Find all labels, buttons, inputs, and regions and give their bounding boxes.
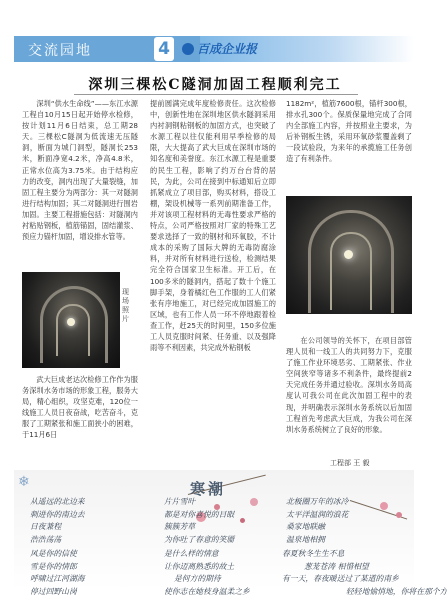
poem-stanza-a xyxy=(30,496,85,546)
section-title: 交流园地 xyxy=(28,40,92,60)
tunnel-light xyxy=(344,250,353,259)
poem-line: 使你志在她枝身温柔之乡 xyxy=(164,586,250,598)
tunnel-light xyxy=(67,318,75,326)
poem-line: 太平洋温润的浪花 xyxy=(286,509,348,522)
logo-text: 百成企业报 xyxy=(197,42,257,56)
poem-line: 簇簇芳草 xyxy=(164,521,234,534)
newspaper-logo xyxy=(182,40,257,57)
page-number: 4 xyxy=(154,37,174,61)
article-column-3b xyxy=(286,335,412,455)
plum-blossom-icon xyxy=(250,498,258,506)
poem-line: 温泉地相拥 xyxy=(286,534,348,547)
poem-line: 是何方的期待 xyxy=(164,573,250,586)
poem-line: 春夏秋冬生生不息 xyxy=(282,548,447,561)
article-column-2 xyxy=(150,98,276,468)
poem-line: 轻轻地愉悄地，你将在那个方 xyxy=(282,586,447,598)
poem-line: 风是你的信使 xyxy=(30,548,85,561)
poem-stanza-e xyxy=(164,548,250,598)
article-paragraph: 在公司领导的关怀下，在项目部管理人员和一线工人的共同努力下，克服了施工作业环境恶劣、工期紧张、作业空间狭窄等诸多不利条件，最终提前2天完成任务并通过验收。深圳水务局高度认可我公司在此次加固工程中的表现，并明确表示深圳水务系统以后加固工程首先考虑武大巨成，为我公司在深圳水务系统树立了良好的形象。 xyxy=(286,335,412,435)
article-paragraph: 1182m²，植筋7600根，锚杆300根，排水孔300个。保质保量地完成了合同内全部施工内容，并按照业主要求，为后补钢板生锈，采用环氧砂浆覆盖剩了一段试验段，为来年的承揽施工任务创造了有利条件。 xyxy=(286,98,412,165)
article-column-3 xyxy=(286,98,412,194)
article-byline: 工程部 王 毅 xyxy=(330,458,369,468)
article-column-1 xyxy=(22,98,138,268)
poem-title: 寒潮 xyxy=(190,478,226,499)
tunnel-photo-1 xyxy=(22,272,120,368)
page-header xyxy=(14,36,414,62)
poem-line: 停过回野山岗 xyxy=(30,586,85,598)
plum-blossom-icon xyxy=(240,518,245,523)
poem-line: 有一天，春夜暖送过了某道的南乡 xyxy=(282,573,447,586)
tunnel-arch-inner xyxy=(56,304,90,356)
poem-line: 都是对你喜悦的目眼 xyxy=(164,509,234,522)
poem-line: 雪是你的情郎 xyxy=(30,561,85,574)
article-paragraph: 提前圆满完成年度检修责任。这次检修中，创新性地在深圳地区供水隧洞采用内衬洞钢粘钢板的加固方式，也突破了水源工程以往仅能利用早季检修的局限，大大提高了武大巨成在深圳市场的知名度和美誉度。东江水源工程是重要的民生工程，影响了约万台台背的居民，为此，公司在接到中标通知后立即抓紧成立了项目部，购买材料，搭设工棚，架设机械等一系列前期准备工作，并对该项工程材料的无毒性要求严格的特点，公司严格按照对厂家的特殊工艺要求选择了一致的钢材和环氧胶，不计成本的采购了国际大牌的无毒防腐涂料，并对所有材料进行送检，检测结果完全符合国家卫生标准。开工后，在100多米的隧洞内，搭起了数十个施工脚手架，身着橘红色工作服的工人们紧张有序地施工，对已经完成加固施工的区域，也有工作人员一环不停地跟着检查工作，赶25天的时间里，150多位施工人员克服时间紧、任务重、以及强降雨等不利因素，共完成外粘钢板 xyxy=(150,98,276,353)
poem-stanza-c xyxy=(286,496,348,546)
article-paragraph: 武大巨成老达次检修工作作为服务深圳水务市场的形象工程，服务大局，精心组织，攻坚克难，120位一线施工人员日夜奋战，吃苦奋斗，克服了工期紧张和施工面狭小的困难，于11月6日 xyxy=(22,374,138,441)
plum-blossom-icon xyxy=(396,512,402,518)
article-title: 深圳三棵松C隧洞加固工程顺利完工 xyxy=(0,74,430,94)
article-column-1b xyxy=(22,374,138,474)
poem-line: 呼啸过江河湖海 xyxy=(30,573,85,586)
poem-line: 北极圈万年的冰冷 xyxy=(286,496,348,509)
poem-line: 为你吐了春意的笑靥 xyxy=(164,534,234,547)
snowflake-icon: ❄ xyxy=(18,474,36,492)
poem-line: 是什么样的情意 xyxy=(164,548,250,561)
article-paragraph: 深圳“供水生命线”——东江水源工程自10月15日起开始停水检修，按计划11月6日结束，总工期28天。三棵松C隧洞为低流速无压隧洞，断面为城门洞型，隧洞长253米，断面净宽4.2米，净高4.8米，正常水位高为3.75米。由于结构应力的改变，洞内出现了大量裂缝，加固工程主要分为两部分：其一对隧洞进行结构加固；其二对隧洞进行围岩加固。主要工程措施包括：对隧洞内衬粘贴钢板，植筋锚固，固结灌浆、预应力锚杆加固，增设排水管等。 xyxy=(22,98,138,242)
title-divider xyxy=(74,94,358,95)
poem-line: 片片雪叶 xyxy=(164,496,234,509)
poem-stanza-b xyxy=(164,496,234,546)
poem-line: 刺进你的南边去 xyxy=(30,509,85,522)
poem-line: 日夜兼程 xyxy=(30,521,85,534)
poem-line: 让你迈离熟悉的故土 xyxy=(164,561,250,574)
poem-stanza-d xyxy=(30,548,85,598)
poem-line: 从遥远的北边来 xyxy=(30,496,85,509)
poem-line: 葱茏苍涛 相惜相望 xyxy=(282,561,447,574)
photo-caption: 现场照片 xyxy=(122,288,134,324)
logo-icon xyxy=(182,43,194,55)
tunnel-arch-inner xyxy=(330,232,372,310)
tunnel-photo-2 xyxy=(286,196,412,314)
poem-line: 桑家地联融 xyxy=(286,521,348,534)
poem-stanza-f xyxy=(282,548,447,598)
plum-blossom-icon xyxy=(380,502,388,510)
poem-line: 浩浩荡荡 xyxy=(30,534,85,547)
